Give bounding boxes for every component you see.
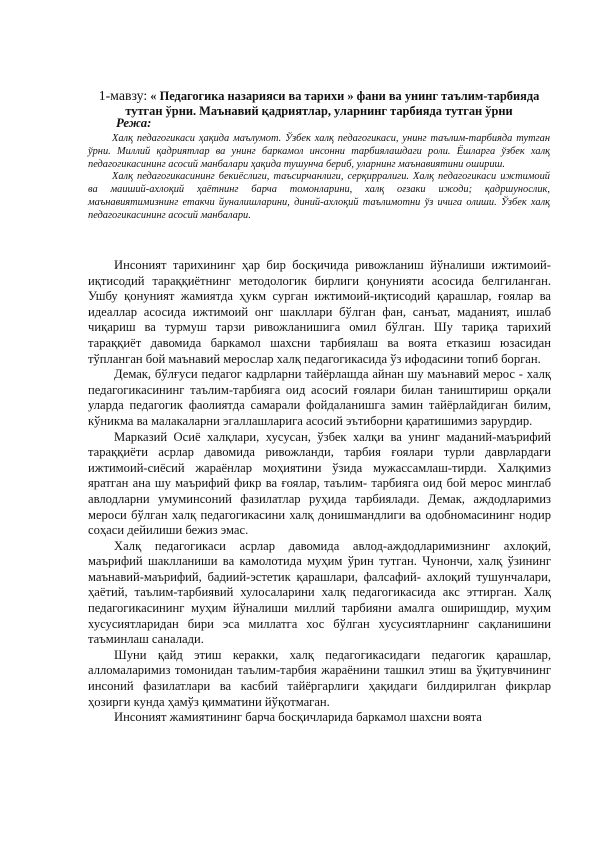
topic-title-text: « Педагогика назарияси ва тарихи » фани ва унинг таълим-тарбияда тутган ўрни. Маънавий қадриятлар, уларнинг тарбияда тутган ўрни (125, 89, 540, 118)
plan-heading: Режа: (116, 116, 152, 130)
plan-paragraph: Халқ педагогикаси ҳақида маълумот. Ўзбек халқ педагогикаси, унинг таълим-тарбияда тутган ўрни. Миллий қадриятлар ва унинг баркамол инсонни тарбиялашдаги роли. Ёшларга ўзбек халқ педагогикасининг асосий манбалари ҳақида тушунча бериб, уларнинг маънавиятини ошириш. (88, 133, 550, 170)
topic-number: 1-мавзу: (98, 88, 148, 103)
body-paragraph: Демак, бўлғуси педагог кадрларни тайёрлашда айнан шу маънавий мерос - халқ педагогикасининг таълим-тарбияга оид асосий ғоялари билан таништириш орқали уларда педагогик фаолиятда самарали фойдаланишга замин тайёрлайдиган билим, кўникма ва малакаларни эгаллашларига асосий эътиборни қаратишимиз зарурдир. (88, 367, 551, 428)
body-text (88, 258, 551, 726)
body-paragraph: Инсоният жамиятининг барча босқичларида баркамол шахсни воята (114, 710, 482, 725)
body-paragraph: Халқ педагогикаси асрлар давомида авлод-аждодларимизнинг ахлоқий, маърифий шаклланиши ва камолотида муҳим ўрин тутган. Чунончи, халқ ўзининг маънавий-маърифий, бадиий-эстетик қарашлари, фалсафий- ахлоқий тушунчалари, ҳаётий, таълим-тарбиявий хулосаларини халқ педагогикасида акс эттирган. Халқ педагогикасининг муҳим йўналиши миллий тарбияни амалга оширишдир, муҳим хусусиятларидан бири эса миллатга хос бўлган хусусиятларнинг сақланишини таъминлаш саналади. (88, 538, 551, 647)
plan-section (88, 133, 550, 223)
body-paragraph: Шуни қайд этиш керакки, халқ педагогикасидаги педагогик қарашлар, алломаларимиз томонидан таълим-тарбия жараёнини ташкил этиш ва ўқитувчининг инсоний фазилатлари ва касбий тайёргарлиги ҳақидаги билдирилган фикрлар ҳозирги кунда ҳамўз қимматини йўқотмаган. (88, 647, 551, 709)
topic-title (98, 88, 540, 119)
body-paragraph: Марказий Осиё халқлари, хусусан, ўзбек халқи ва унинг маданий-маърифий тараққиёти асрлар давомида ривожланди, тарбия ғоялари турли даврлардаги ижтимоий-сиёсий жараёнлар моҳиятини ўзида мужассамлаш-тирди. Халқимиз яратган ана шу маърифий фикр ва ғоялар, таълим- тарбияга оид бой мерос минглаб авлодларни умуминсоний фазилатлар руҳида тарбиялади. Демак, аждодларимиз мероси бўлган халқ педагогикасини халқ донишмандлиги ва одобномасининг нодир соҳаси дейилиши бежиз эмас. (88, 429, 551, 538)
body-paragraph: Инсоният тарихининг ҳар бир босқичида ривожланиш йўналиши ижтимоий-иқтисодий тараққиётнинг методологик бирлиги қонунияти асосида белгиланган. Ушбу қонуният жамиятда ҳукм сурган ижтимоий-иқтисодий қарашлар, ғоялар ва идеаллар асосида ижтимоий онг шакллари бўлган фан, санъат, маданият, ишлаб чиқариш ва турмуш тарзи ривожланишига омил бўлган. Шу тариқа тарихий тараққиёт давомида баркамол шахсни тарбиялаш ва воята етказиш юзасидан тўпланган бой маънавий мерослар халқ педагогикасида ўз ифодасини топиб борган. (88, 258, 551, 366)
plan-paragraph: Халқ педагогикасининг бекиёслиги, таъсирчанлиги, серқирралиги. Халқ педагогикаси ижтимоий ва маиший-ахлоқий ҳаётнинг барча томонларини, халқ оғзаки ижоди; қадршунослик, маънавиятимизнинг етакчи йуналишларини, диний-ахлоқий таълимотни ўз ичига олиши. Ўзбек халқ педагогикасининг асосий манбалари. (88, 171, 550, 221)
